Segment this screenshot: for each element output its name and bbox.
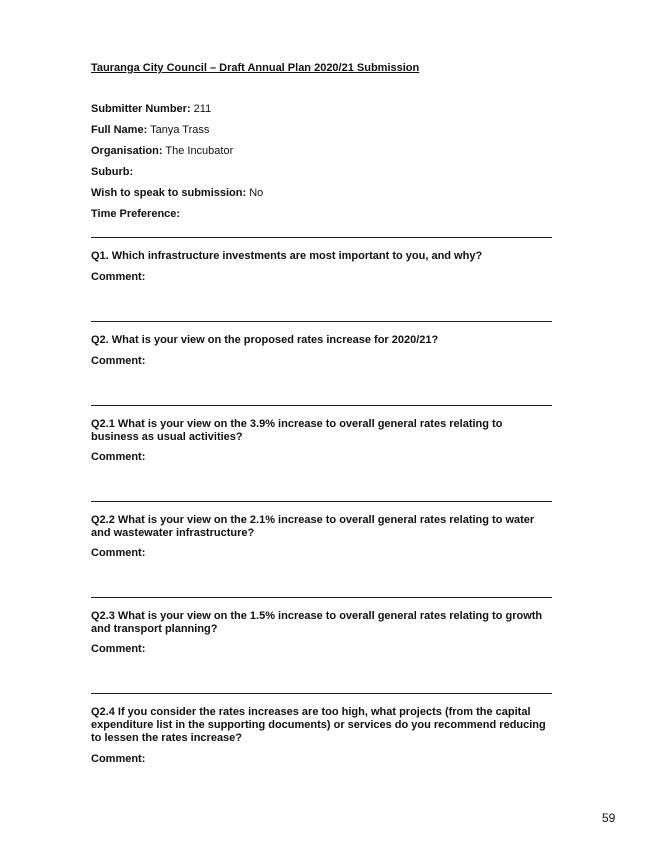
divider [91, 501, 552, 502]
field-label: Time Preference: [91, 208, 181, 220]
divider [91, 237, 552, 238]
comment-label-q2-2: Comment: [91, 547, 146, 559]
field-value: No [246, 187, 264, 199]
comment-label-q2-3: Comment: [91, 643, 146, 655]
field-value: 211 [190, 103, 212, 115]
field-wish-to-speak [91, 187, 263, 200]
field-value: Tanya Trass [147, 124, 210, 136]
field-suburb [91, 166, 133, 179]
comment-label-q2-1: Comment: [91, 451, 146, 463]
comment-label-q1: Comment: [91, 271, 146, 283]
divider [91, 693, 552, 694]
question-q2: Q2. What is your view on the proposed rates increase for 2020/21? [91, 334, 439, 346]
document-title: Tauranga City Council – Draft Annual Plan 2020/21 Submission [91, 62, 420, 74]
field-label: Wish to speak to submission: [91, 187, 247, 199]
field-label: Submitter Number: [91, 103, 191, 115]
question-q2-1: Q2.1 What is your view on the 3.9% increase to overall general rates relating to business as usual activities? [91, 418, 503, 443]
page-number: 59 [602, 811, 616, 825]
field-label: Organisation: [91, 145, 163, 157]
comment-label-q2-4: Comment: [91, 753, 146, 765]
comment-label-q2: Comment: [91, 355, 146, 367]
divider [91, 597, 552, 598]
field-full-name [91, 124, 209, 137]
field-time-preference [91, 208, 180, 221]
question-q2-2: Q2.2 What is your view on the 2.1% increase to overall general rates relating to water and wastewater infrastructure? [91, 514, 535, 539]
question-q2-3: Q2.3 What is your view on the 1.5% increase to overall general rates relating to growth and transport planning? [91, 610, 543, 635]
field-label: Suburb: [91, 166, 134, 178]
question-q1: Q1. Which infrastructure investments are most important to you, and why? [91, 250, 483, 262]
field-label: Full Name: [91, 124, 148, 136]
divider [91, 321, 552, 322]
field-submitter-number [91, 103, 211, 116]
question-q2-4: Q2.4 If you consider the rates increases are too high, what projects (from the capital expenditure list in the supporting documents) or services do you recommend reducing to lessen the rates increase? [91, 706, 546, 744]
divider [91, 405, 552, 406]
field-value: The Incubator [162, 145, 234, 157]
field-organisation [91, 145, 233, 158]
